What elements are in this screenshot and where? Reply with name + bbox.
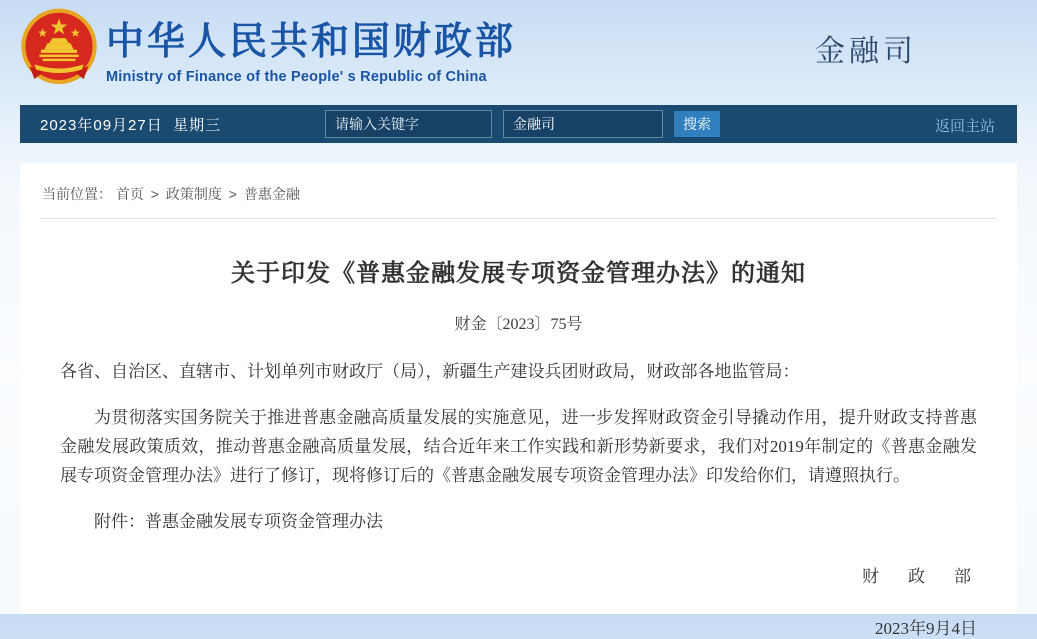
salutation-paragraph: 各省、自治区、直辖市、计划单列市财政厅（局），新疆生产建设兵团财政局，财政部各地监管局： <box>60 362 800 381</box>
current-date: 2023年09月27日 星期三 <box>40 116 222 134</box>
breadcrumb-separator: > <box>150 186 159 202</box>
department-title: 金融司 <box>815 35 917 68</box>
body-paragraph: 为贯彻落实国务院关于推进普惠金融高质量发展的实施意见，进一步发挥财政资金引导撬动作用，提升财政支持普惠金融发展政策质效，推动普惠金融高质量发展，结合近年来工作实践和新形势新要求，我们对2019年制定的《普惠金融发展专项资金管理办法》进行了修订，现将修订后的《普惠金融发展专项资金管理办法》印发给你们，请遵照执行。 <box>60 408 977 485</box>
national-emblem-icon <box>18 7 100 89</box>
site-title-block <box>106 10 516 85</box>
signature-date: 2023年9月4日 <box>875 619 977 638</box>
breadcrumb-separator: > <box>228 186 237 202</box>
document-number: 财金〔2023〕75号 <box>454 316 583 333</box>
signature-block <box>20 562 1017 639</box>
breadcrumb-label: 当前位置： <box>42 186 112 202</box>
return-home-link[interactable]: 返回主站 <box>934 118 995 135</box>
search-scope-select[interactable]: 金融司 <box>503 110 663 138</box>
breadcrumb-item-home[interactable]: 首页 <box>115 186 144 202</box>
site-title-cn: 中华人民共和国财政部 <box>106 21 517 63</box>
document-title: 关于印发《普惠金融发展专项资金管理办法》的通知 <box>231 260 806 287</box>
attachment-line: 附件：普惠金融发展专项资金管理办法 <box>94 512 383 531</box>
breadcrumb-item-policy[interactable]: 政策制度 <box>165 186 222 202</box>
signer-name: 财 政 部 <box>862 567 977 586</box>
site-title-en: Ministry of Finance of the People' s Republic of China <box>106 69 487 85</box>
top-navbar <box>20 105 1017 143</box>
breadcrumb-item-inclusive-finance[interactable]: 普惠金融 <box>243 186 300 202</box>
breadcrumb <box>40 163 997 219</box>
search-input[interactable] <box>325 110 492 138</box>
search-button[interactable]: 搜索 <box>674 111 720 137</box>
site-header <box>0 0 1037 105</box>
content-panel <box>20 163 1017 638</box>
